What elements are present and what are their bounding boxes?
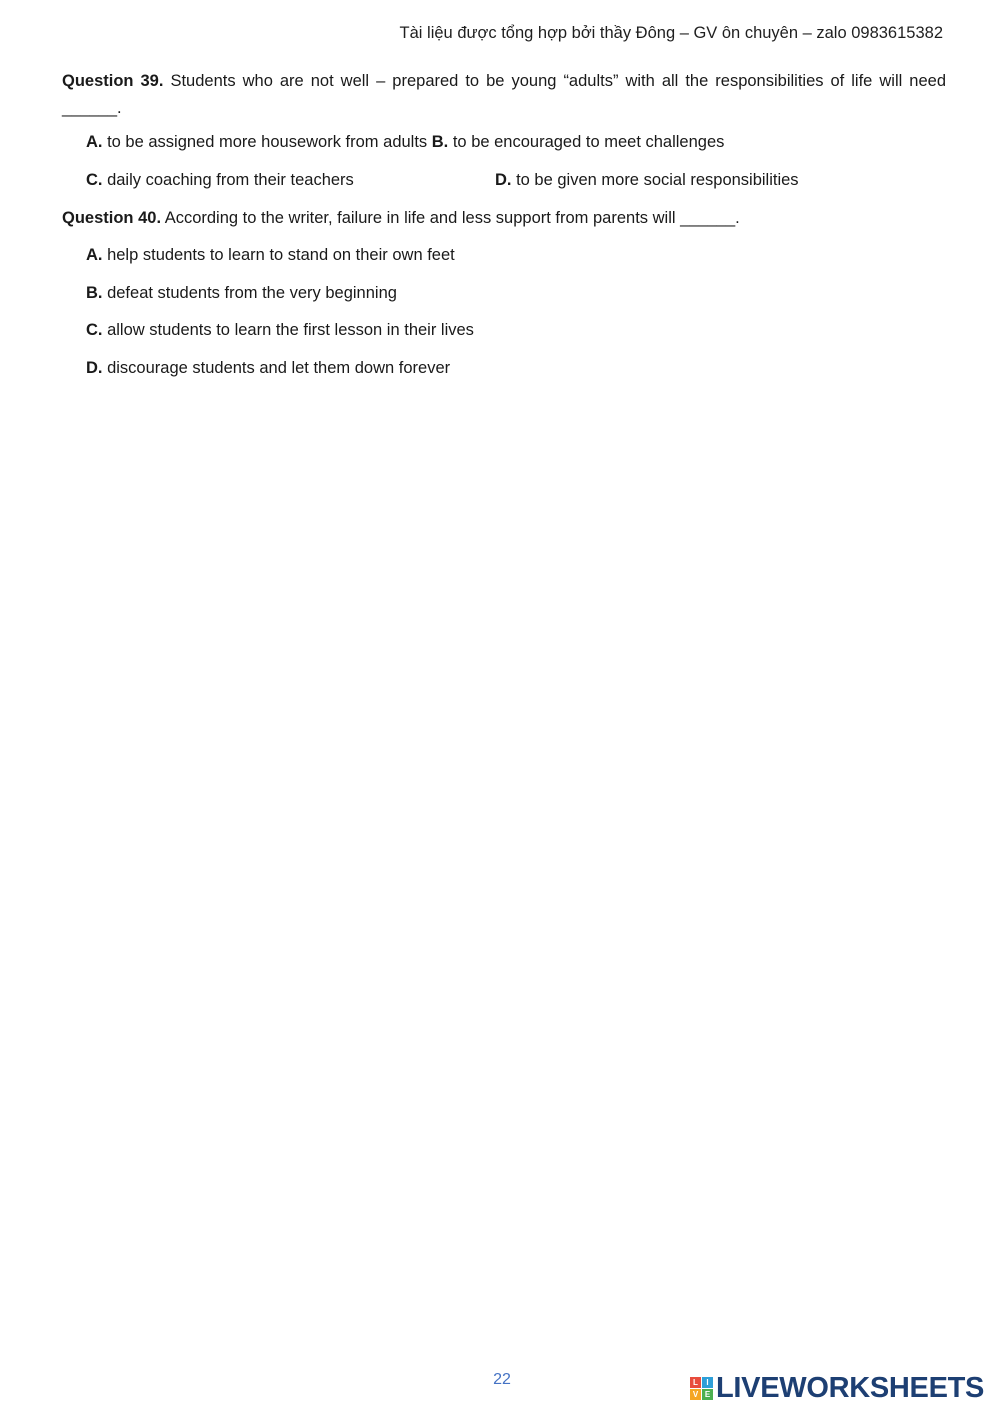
- question-40: [62, 205, 946, 232]
- option-key: D.: [495, 171, 512, 189]
- option-text: defeat students from the very beginning: [102, 284, 397, 302]
- logo-letter: V: [690, 1389, 701, 1400]
- option-key: D.: [86, 359, 103, 377]
- option-text: help students to learn to stand on their own feet: [102, 246, 455, 264]
- option-key: A.: [86, 133, 103, 151]
- option-40-a[interactable]: [86, 243, 455, 267]
- option-40-c[interactable]: [86, 318, 474, 342]
- option-40-d[interactable]: [86, 356, 450, 380]
- question-label: Question 39.: [62, 72, 164, 90]
- logo-text: LIVEWORKSHEETS: [716, 1372, 985, 1404]
- option-text: discourage students and let them down forever: [102, 359, 451, 377]
- logo-letter: I: [702, 1377, 713, 1388]
- option-text: daily coaching from their teachers: [102, 171, 354, 189]
- question-39: [62, 68, 946, 122]
- page-number: 22: [493, 1371, 511, 1388]
- option-key: B.: [86, 284, 103, 302]
- option-key: C.: [86, 171, 103, 189]
- option-key: C.: [86, 321, 103, 339]
- option-text: to be assigned more housework from adults: [102, 133, 428, 151]
- option-39-d[interactable]: [495, 168, 799, 192]
- question-text: Students who are not well – prepared to be young “adults” with all the responsibilities of life will need ______.: [62, 72, 946, 117]
- logo-letter: L: [690, 1377, 701, 1388]
- logo-letter: E: [702, 1389, 713, 1400]
- question-label: Question 40.: [62, 209, 162, 227]
- option-39-b[interactable]: [432, 133, 725, 151]
- liveworksheets-logo[interactable]: [690, 1372, 984, 1405]
- logo-icon: [690, 1377, 713, 1400]
- option-key: B.: [431, 133, 449, 151]
- option-text: allow students to learn the first lesson in their lives: [102, 321, 474, 339]
- option-text: to be given more social responsibilities: [511, 171, 799, 189]
- question-text: According to the writer, failure in life and less support from parents will ______.: [161, 209, 740, 227]
- option-key: A.: [86, 246, 103, 264]
- page-header: Tài liệu được tổng hợp bởi thầy Đông – GV ôn chuyên – zalo 0983615382: [399, 24, 943, 42]
- option-text: to be encouraged to meet challenges: [448, 133, 725, 151]
- option-40-b[interactable]: [86, 281, 397, 305]
- option-39-a[interactable]: [86, 130, 724, 154]
- option-39-c[interactable]: [86, 168, 354, 192]
